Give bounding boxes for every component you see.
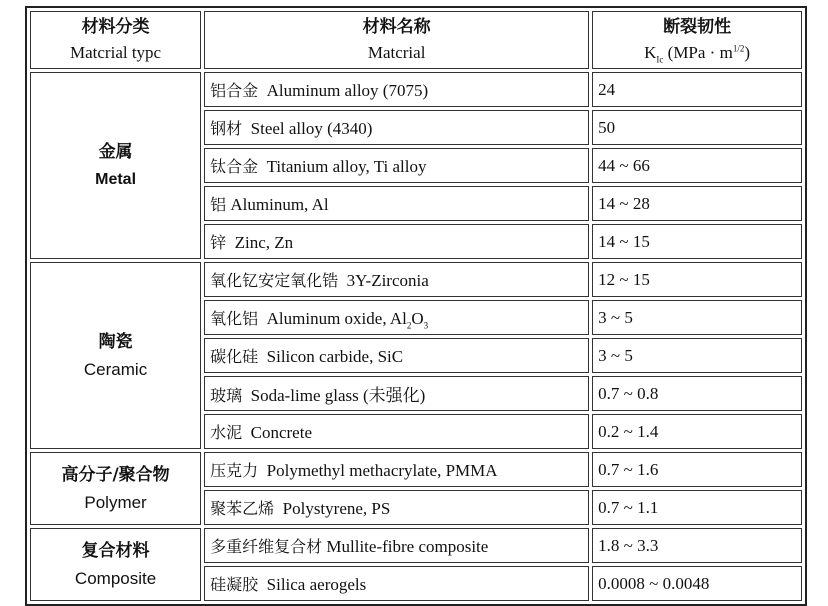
material-name-cell [204, 300, 589, 335]
material-zh: 钢材 [210, 119, 243, 138]
material-en: Polystyrene, PS [282, 499, 391, 518]
toughness-value: 0.7 ~ 1.6 [592, 452, 802, 487]
material-zh: 碳化硅 [210, 347, 259, 366]
material-en: Polymethyl methacrylate, PMMA [266, 461, 498, 480]
material-name-cell [204, 414, 589, 449]
category-zh: 陶瓷 [98, 331, 133, 352]
material-name-cell [204, 452, 589, 487]
category-cell-metal [30, 72, 201, 259]
material-name-cell [204, 186, 589, 221]
material-zh: 压克力 [210, 461, 259, 480]
material-name-cell [204, 262, 589, 297]
unit-end: ) [744, 43, 751, 62]
material-en-text: Aluminum oxide, Al [266, 309, 407, 328]
header-category-zh: 材料分类 [81, 17, 150, 37]
material-zh: 铝 [210, 195, 227, 214]
material-name-cell [204, 148, 589, 183]
material-name-cell [204, 224, 589, 259]
category-zh: 高分子/聚合物 [61, 464, 170, 485]
toughness-value: 44 ~ 66 [592, 148, 802, 183]
material-name-cell [204, 72, 589, 107]
toughness-value: 50 [592, 110, 802, 145]
unit-k: K [644, 43, 657, 62]
material-en: Concrete [250, 423, 312, 442]
toughness-value: 3 ~ 5 [592, 300, 802, 335]
header-toughness-zh: 断裂韧性 [663, 17, 732, 37]
category-cell-polymer [30, 452, 201, 525]
material-name-cell [204, 490, 589, 525]
toughness-value: 14 ~ 15 [592, 224, 802, 259]
toughness-value: 3 ~ 5 [592, 338, 802, 373]
material-zh: 玻璃 [210, 386, 243, 405]
formula-mid: O [411, 309, 424, 328]
header-category-cell [30, 11, 201, 69]
table-row [30, 528, 802, 563]
material-en: Aluminum, Al [230, 195, 329, 214]
toughness-value: 0.2 ~ 1.4 [592, 414, 802, 449]
material-en: Steel alloy (4340) [250, 119, 373, 138]
toughness-value: 12 ~ 15 [592, 262, 802, 297]
material-name-cell [204, 338, 589, 373]
material-en: Silica aerogels [266, 575, 367, 594]
header-name-cell [204, 11, 589, 69]
header-toughness-cell [592, 11, 802, 69]
material-en: 3Y-Zirconia [346, 271, 429, 290]
toughness-value: 14 ~ 28 [592, 186, 802, 221]
material-name-cell [204, 528, 589, 563]
material-zh: 聚苯乙烯 [210, 499, 275, 518]
category-zh: 复合材料 [81, 540, 150, 561]
material-en: Soda-lime glass (未强化) [250, 386, 426, 405]
material-en: Aluminum alloy (7075) [266, 81, 429, 100]
material-en [266, 309, 429, 331]
unit-mid: (MPa · m [663, 43, 733, 62]
category-zh: 金属 [98, 141, 133, 162]
category-cell-ceramic [30, 262, 201, 449]
material-zh: 水泥 [210, 423, 243, 442]
category-en: Composite [74, 568, 157, 588]
material-name-cell [204, 566, 589, 601]
material-en: Mullite-fibre composite [326, 537, 489, 556]
material-zh: 多重纤维复合材 [210, 537, 323, 556]
category-en: Polymer [84, 492, 147, 512]
fracture-toughness-table [25, 6, 807, 606]
material-en: Zinc, Zn [234, 233, 294, 252]
material-zh: 钛合金 [210, 157, 259, 176]
material-name-cell [204, 376, 589, 411]
material-zh: 氧化铝 [210, 309, 259, 328]
material-en: Titanium alloy, Ti alloy [266, 157, 427, 176]
category-en: Metal [95, 170, 137, 188]
material-zh: 锌 [210, 233, 227, 252]
header-name-zh: 材料名称 [362, 17, 431, 37]
header-name-en: Matcrial [367, 43, 426, 62]
material-zh: 硅凝胶 [210, 575, 259, 594]
toughness-value: 24 [592, 72, 802, 107]
table-row [30, 72, 802, 107]
header-category-en: Matcrial typc [70, 43, 162, 62]
formula-sub: 2 [406, 320, 412, 331]
table-row [30, 262, 802, 297]
material-en: Silicon carbide, SiC [266, 347, 404, 366]
toughness-value: 0.7 ~ 0.8 [592, 376, 802, 411]
toughness-value: 1.8 ~ 3.3 [592, 528, 802, 563]
material-zh: 氧化钇安定氧化锆 [210, 271, 339, 290]
toughness-value: 0.0008 ~ 0.0048 [592, 566, 802, 601]
material-zh: 铝合金 [210, 81, 259, 100]
category-cell-composite [30, 528, 201, 601]
material-name-cell [204, 110, 589, 145]
formula-sub: 3 [423, 320, 429, 331]
header-row [30, 11, 802, 69]
table-row [30, 452, 802, 487]
unit-sup: 1/2 [732, 43, 745, 54]
toughness-value: 0.7 ~ 1.1 [592, 490, 802, 525]
header-toughness-unit [598, 40, 796, 66]
category-en: Ceramic [83, 359, 148, 379]
unit-k-sub: Ic [656, 54, 664, 65]
